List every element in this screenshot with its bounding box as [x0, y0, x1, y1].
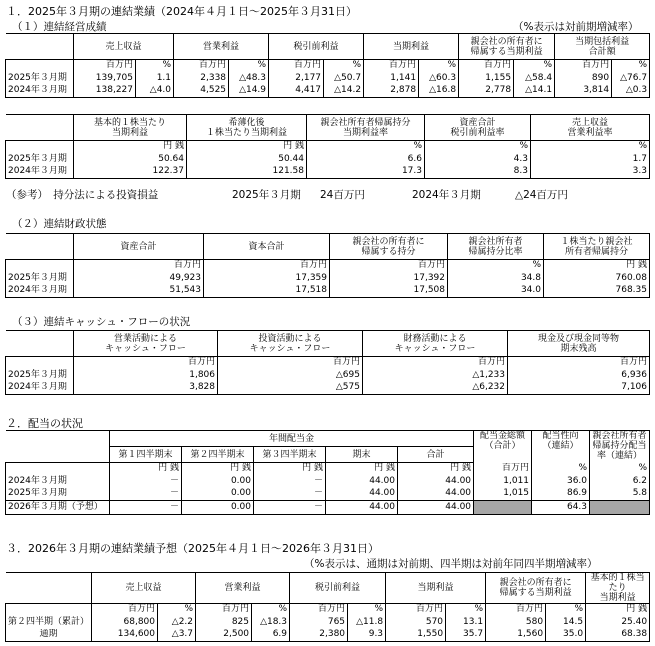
unit: % [448, 260, 544, 272]
table-cell: 35.0 [546, 629, 586, 642]
unit-row [6, 260, 650, 272]
equity-method-period-2025: 2025年３月期 [232, 189, 301, 201]
header-basic-eps: 基本的１株当たり 当期利益 [74, 115, 187, 141]
table-cell-blank [474, 501, 532, 515]
header-owner-profit: 親会社の所有者に 帰属する当期利益 [459, 34, 555, 60]
table-cell: △2.2 [158, 616, 196, 629]
table-cell: 6.6 [307, 153, 425, 166]
unit: 百万円 [474, 463, 532, 475]
table-cell: 17,508 [330, 285, 448, 298]
table-cell: △14.2 [324, 85, 364, 98]
unit-row [6, 357, 650, 369]
table-row [6, 72, 650, 85]
table-cell: 50.44 [187, 153, 307, 166]
cash-flow-title: （３）連結キャッシュ・フローの状況 [12, 316, 191, 328]
header-total-assets: 資産合計 [74, 234, 204, 260]
unit: 百万円 [74, 357, 218, 369]
unit: % [531, 141, 650, 153]
header-roa: 資産合計 税引前利益率 [425, 115, 531, 141]
header-q1: 第１四半期末 [110, 447, 182, 463]
header-operating-profit: 営業利益 [174, 34, 269, 60]
table-cell: △3.7 [158, 629, 196, 642]
header-revenue: 売上収益 [74, 34, 174, 60]
results-note: （%表示は対前期増減率） [513, 21, 639, 33]
header-annual-dividend: 年間配当金 [110, 431, 474, 447]
table-cell: 44.00 [326, 488, 398, 501]
table-cell: 4,417 [269, 85, 324, 98]
table-cell: 34.8 [448, 272, 544, 285]
table-cell: 34.0 [448, 285, 544, 298]
table-cell: 68,800 [92, 616, 158, 629]
table-cell: 0.00 [182, 501, 254, 515]
row-label: 2025年３月期 [6, 272, 74, 285]
table-cell: 3,828 [74, 382, 218, 395]
table-cell: △14.9 [229, 85, 269, 98]
unit: % [348, 604, 386, 616]
unit-row [6, 141, 650, 153]
table-cell: 50.64 [74, 153, 187, 166]
unit: 百万円 [204, 260, 330, 272]
table-cell: 121.58 [187, 166, 307, 179]
table-cell: 6,936 [508, 369, 650, 382]
unit: % [446, 604, 486, 616]
header-blank [6, 573, 92, 604]
header-revenue: 売上収益 [92, 573, 196, 604]
header-q3: 第３四半期末 [254, 447, 326, 463]
table-cell: 17.3 [307, 166, 425, 179]
unit: 円 銭 [544, 260, 650, 272]
table-cell: 49,923 [74, 272, 204, 285]
unit: 百万円 [218, 357, 363, 369]
table-row [6, 475, 650, 488]
unit: % [425, 141, 531, 153]
unit: 円 銭 [586, 604, 650, 616]
header-pretax-profit: 税引前利益 [269, 34, 364, 60]
table-cell: 138,227 [74, 85, 136, 98]
table-row [6, 272, 650, 285]
unit: 百万円 [74, 260, 204, 272]
unit-row [6, 463, 650, 475]
unit: % [514, 60, 555, 72]
table-cell: － [254, 501, 326, 515]
table-cell: 44.00 [398, 501, 474, 515]
table-cell: 86.9 [532, 488, 590, 501]
header-total: 合計 [398, 447, 474, 463]
table-cell: △58.4 [514, 72, 555, 85]
table-row [6, 616, 650, 629]
table-cell: 134,600 [92, 629, 158, 642]
header-roe: 親会社所有者帰属持分 当期利益率 [307, 115, 425, 141]
table-cell: △16.8 [419, 85, 459, 98]
header-payout-ratio: 配当性向 （連結） [532, 431, 590, 463]
header-net-profit: 当期利益 [364, 34, 459, 60]
table-cell: 1.1 [136, 72, 174, 85]
table-row [6, 382, 650, 395]
unit: 百万円 [459, 60, 514, 72]
table-cell: △575 [218, 382, 363, 395]
unit: % [252, 604, 290, 616]
table-cell: 68.38 [586, 629, 650, 642]
table-cell: 2,338 [174, 72, 229, 85]
unit: % [419, 60, 459, 72]
header-doe: 親会社所有者 帰属持分配当 率（連結） [590, 431, 650, 463]
table-cell: 760.08 [544, 272, 650, 285]
table-row [6, 501, 650, 515]
unit: 百万円 [92, 604, 158, 616]
table-row [6, 629, 650, 642]
table-cell: △48.3 [229, 72, 269, 85]
table-cell: 4,525 [174, 85, 229, 98]
table-cell: 3,814 [555, 85, 612, 98]
header-q2: 第２四半期末 [182, 447, 254, 463]
table-cell: 122.37 [74, 166, 187, 179]
unit: % [590, 463, 650, 475]
table-row [6, 488, 650, 501]
forecast-note: （%表示は、通期は対前期、四半期は対前年同四半期増減率） [304, 558, 598, 570]
table-cell: 2,380 [290, 629, 348, 642]
table-cell: 1,141 [364, 72, 419, 85]
table-cell: 1.7 [531, 153, 650, 166]
row-label: 2025年３月期 [6, 488, 110, 501]
table-cell: △18.3 [252, 616, 290, 629]
header-net-profit: 当期利益 [386, 573, 486, 604]
equity-method-period-2024: 2024年３月期 [412, 189, 481, 201]
table-cell: 825 [196, 616, 252, 629]
row-label: 通期 [6, 629, 92, 642]
unit: 円 銭 [187, 141, 307, 153]
table-cell: △0.3 [612, 85, 650, 98]
table-cell: 2,177 [269, 72, 324, 85]
header-pretax-profit: 税引前利益 [290, 573, 386, 604]
table-cell: － [110, 501, 182, 515]
table-cell: △11.8 [348, 616, 386, 629]
table-cell: △60.3 [419, 72, 459, 85]
table-cell: △695 [218, 369, 363, 382]
unit: % [229, 60, 269, 72]
table-cell: 44.00 [398, 488, 474, 501]
header-year-end: 期末 [326, 447, 398, 463]
unit: 円 銭 [398, 463, 474, 475]
table-cell: － [110, 475, 182, 488]
unit: % [307, 141, 425, 153]
table-cell: 4.3 [425, 153, 531, 166]
table-cell: 1,550 [386, 629, 446, 642]
table-cell: － [110, 488, 182, 501]
unit: % [532, 463, 590, 475]
header-financing-cf: 財務活動による キャッシュ・フロー [363, 331, 508, 357]
section1-title: １．2025年３月期の連結業績（2024年４月１日～2025年３月31日） [6, 5, 357, 18]
unit: 円 銭 [74, 141, 187, 153]
header-blank [6, 431, 110, 447]
table-cell: 2,778 [459, 85, 514, 98]
table-cell: 890 [555, 72, 612, 85]
dividends-table [5, 430, 650, 515]
table-cell: 2,878 [364, 85, 419, 98]
header-blank [6, 447, 110, 463]
table-cell: 51,543 [74, 285, 204, 298]
unit: 円 銭 [110, 463, 182, 475]
per-share-ratios-table [5, 114, 650, 179]
unit: 百万円 [363, 357, 508, 369]
unit: % [324, 60, 364, 72]
table-cell: 14.5 [546, 616, 586, 629]
unit: 円 銭 [326, 463, 398, 475]
table-row [6, 166, 650, 179]
table-cell: △50.7 [324, 72, 364, 85]
row-label: 2024年３月期 [6, 85, 74, 98]
row-label: 2025年３月期 [6, 72, 74, 85]
unit: 円 銭 [182, 463, 254, 475]
consolidated-results-table [5, 33, 650, 98]
table-cell: △76.7 [612, 72, 650, 85]
consolidated-results-title: （１）連結経営成績 [12, 21, 107, 33]
header-diluted-eps: 希薄化後 １株当たり当期利益 [187, 115, 307, 141]
header-operating-margin: 売上収益 営業利益率 [531, 115, 650, 141]
header-cash-balance: 現金及び現金同等物 期末残高 [508, 331, 650, 357]
table-cell-blank [590, 501, 650, 515]
unit: 百万円 [330, 260, 448, 272]
row-label: 2025年３月期 [6, 369, 74, 382]
row-label: 2024年３月期 [6, 475, 110, 488]
header-total-equity: 資本合計 [204, 234, 330, 260]
table-cell: 0.00 [182, 475, 254, 488]
table-row [6, 285, 650, 298]
table-cell: 1,011 [474, 475, 532, 488]
table-cell: 570 [386, 616, 446, 629]
unit: 百万円 [508, 357, 650, 369]
dividends-title: ２．配当の状況 [6, 417, 83, 430]
table-cell: 9.3 [348, 629, 386, 642]
unit: % [136, 60, 174, 72]
table-row [6, 369, 650, 382]
table-row [6, 153, 650, 166]
table-cell: 6.2 [590, 475, 650, 488]
forecast-title: ３．2026年３月期の連結業績予想（2025年４月１日～2026年３月31日） [6, 542, 379, 555]
table-cell: 36.0 [532, 475, 590, 488]
header-basic-eps: 基本的１株当たり 当期利益 [586, 573, 650, 604]
unit: % [158, 604, 196, 616]
cash-flow-table [5, 330, 650, 395]
table-cell: － [254, 488, 326, 501]
table-row [6, 85, 650, 98]
header-owner-profit: 親会社の所有者に 帰属する当期利益 [486, 573, 586, 604]
financial-position-table [5, 233, 650, 298]
forecast-table [5, 572, 650, 642]
unit-row [6, 60, 650, 72]
table-cell: 765 [290, 616, 348, 629]
table-cell: 139,705 [74, 72, 136, 85]
unit: 百万円 [174, 60, 229, 72]
equity-method-value-2024: △24百万円 [515, 189, 568, 201]
unit: 百万円 [486, 604, 546, 616]
header-comprehensive-income: 当期包括利益 合計額 [555, 34, 650, 60]
table-cell: 35.7 [446, 629, 486, 642]
header-equity-ratio: 親会社所有者 帰属持分比率 [448, 234, 544, 260]
table-cell: 7,106 [508, 382, 650, 395]
table-cell: 1,806 [74, 369, 218, 382]
table-cell: 768.35 [544, 285, 650, 298]
table-cell: 0.00 [182, 488, 254, 501]
unit-row [6, 604, 650, 616]
unit: % [612, 60, 650, 72]
header-total-dividends: 配当金総額 （合計） [474, 431, 532, 463]
row-label: 2024年３月期 [6, 285, 74, 298]
table-cell: － [254, 475, 326, 488]
table-cell: △14.1 [514, 85, 555, 98]
row-label: 2026年３月期（予想） [6, 501, 110, 515]
table-cell: 1,560 [486, 629, 546, 642]
unit: 百万円 [364, 60, 419, 72]
table-cell: 1,015 [474, 488, 532, 501]
unit: 百万円 [290, 604, 348, 616]
unit: 百万円 [74, 60, 136, 72]
table-cell: 44.00 [326, 475, 398, 488]
unit: 百万円 [386, 604, 446, 616]
row-label: 第２四半期（累計） [6, 616, 92, 629]
header-blank [6, 331, 74, 357]
unit: 百万円 [196, 604, 252, 616]
header-blank [6, 34, 74, 60]
equity-method-value-2025: 24百万円 [320, 189, 365, 201]
unit: 百万円 [555, 60, 612, 72]
unit: 円 銭 [254, 463, 326, 475]
table-cell: 3.3 [531, 166, 650, 179]
table-cell: △4.0 [136, 85, 174, 98]
unit: % [546, 604, 586, 616]
table-cell: 44.00 [326, 501, 398, 515]
header-operating-profit: 営業利益 [196, 573, 290, 604]
header-operating-cf: 営業活動による キャッシュ・フロー [74, 331, 218, 357]
table-cell: △6,232 [363, 382, 508, 395]
table-cell: △1,233 [363, 369, 508, 382]
table-cell: 8.3 [425, 166, 531, 179]
table-cell: 44.00 [398, 475, 474, 488]
unit: 百万円 [269, 60, 324, 72]
table-cell: 1,155 [459, 72, 514, 85]
table-cell: 13.1 [446, 616, 486, 629]
table-cell: 25.40 [586, 616, 650, 629]
row-label: 2024年３月期 [6, 382, 74, 395]
table-cell: 6.9 [252, 629, 290, 642]
table-cell: 17,359 [204, 272, 330, 285]
table-cell: 580 [486, 616, 546, 629]
row-label: 2024年３月期 [6, 166, 74, 179]
financial-position-title: （２）連結財政状態 [12, 218, 107, 230]
table-cell: 5.8 [590, 488, 650, 501]
equity-method-label: （参考） 持分法による投資損益 [6, 189, 159, 201]
header-blank [6, 234, 74, 260]
header-bps: １株当たり親会社 所有者帰属持分 [544, 234, 650, 260]
table-cell: 17,392 [330, 272, 448, 285]
row-label: 2025年３月期 [6, 153, 74, 166]
header-owner-equity: 親会社の所有者に 帰属する持分 [330, 234, 448, 260]
header-investing-cf: 投資活動による キャッシュ・フロー [218, 331, 363, 357]
table-cell: 64.3 [532, 501, 590, 515]
table-cell: 2,500 [196, 629, 252, 642]
header-blank [6, 115, 74, 141]
table-cell: 17,518 [204, 285, 330, 298]
